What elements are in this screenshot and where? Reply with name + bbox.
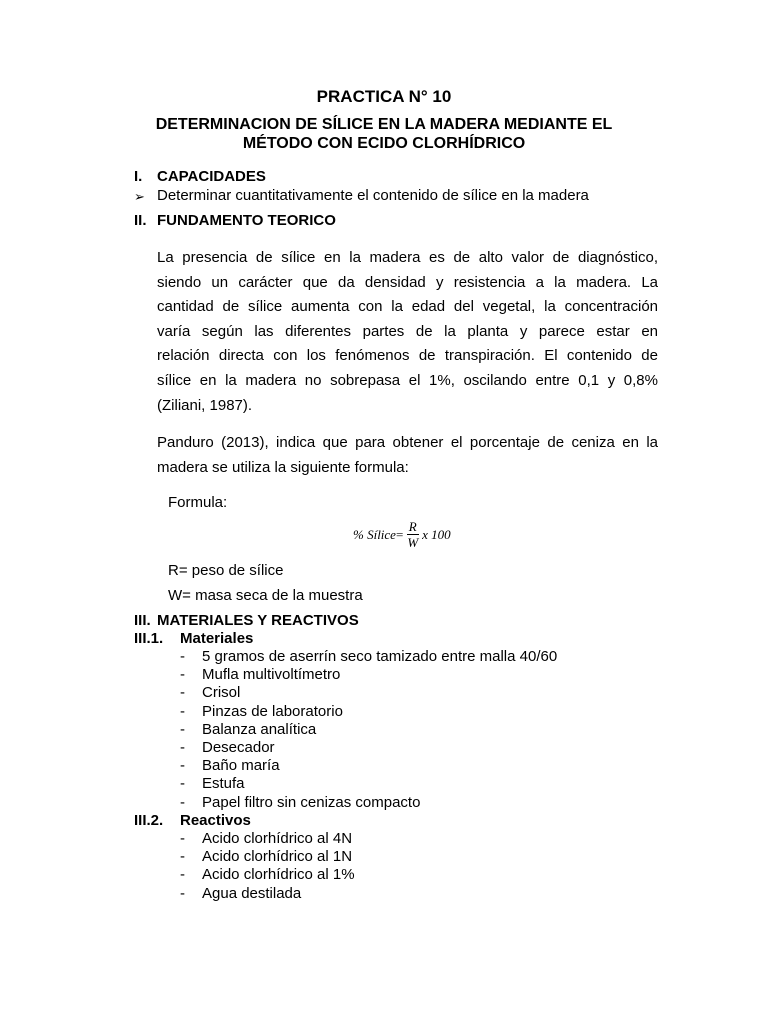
dash-bullet: - <box>180 866 185 884</box>
list-item: Crisol <box>202 684 241 702</box>
list-item: Acido clorhídrico al 1N <box>202 848 353 866</box>
dash-bullet: - <box>180 757 185 775</box>
list-item: Papel filtro sin cenizas compacto <box>202 793 421 811</box>
list-item: 5 gramos de aserrín seco tamizado entre malla 40/60 <box>202 648 558 665</box>
dash-bullet: - <box>180 720 185 738</box>
dash-bullet: - <box>180 648 185 665</box>
dash-bullet: - <box>180 684 185 702</box>
definition-r: R= peso de sílice <box>168 562 284 579</box>
section-1-number: I. <box>134 168 143 185</box>
definition-w: W= masa seca de la muestra <box>168 587 363 604</box>
dash-bullet: - <box>180 884 185 902</box>
formula-denominator: W <box>407 535 419 550</box>
dash-bullet: - <box>180 775 185 793</box>
subsection-2-heading: Reactivos <box>180 812 251 829</box>
dash-bullet: - <box>180 848 185 866</box>
capacity-item: Determinar cuantitativamente el contenido de sílice en la madera <box>157 187 589 204</box>
formula-lhs: % Sílice <box>353 526 396 542</box>
dash-bullet: - <box>180 739 185 756</box>
list-item: Pinzas de laboratorio <box>202 702 343 720</box>
page-subtitle-line-1: DETERMINACION DE SÍLICE EN LA MADERA MEDIANTE EL <box>155 116 613 133</box>
formula-label: Formula: <box>168 494 228 511</box>
subsection-2-number: III.2. <box>134 812 164 829</box>
section-1-heading: CAPACIDADES <box>157 168 266 185</box>
subsection-1-heading: Materiales <box>180 630 254 647</box>
list-item: Acido clorhídrico al 4N <box>202 830 353 847</box>
formula-rhs: x 100 <box>422 526 451 542</box>
list-item: Desecador <box>202 739 275 756</box>
list-item: Agua destilada <box>202 884 302 902</box>
list-item: Baño maría <box>202 757 280 775</box>
formula-equals: = <box>395 526 404 542</box>
dash-bullet: - <box>180 702 185 720</box>
list-item: Balanza analítica <box>202 720 317 738</box>
paragraph-line: siendo un carácter que da densidad y resistencia a la madera. La <box>157 273 658 291</box>
paragraph-line: Panduro (2013), indica que para obtener el porcentaje de ceniza en la <box>157 434 658 451</box>
section-3-number: III. <box>134 612 151 629</box>
subsection-1-number: III.1. <box>134 630 164 647</box>
list-item: Acido clorhídrico al 1% <box>202 866 355 884</box>
paragraph-line: sílice en la madera no sobrepasa el 1%, oscilando entre 0,1 y 0,8% <box>157 371 658 389</box>
paragraph-line: La presencia de sílice en la madera es de alto valor de diagnóstico, <box>157 249 658 266</box>
silice-formula <box>353 519 451 550</box>
formula-fraction <box>405 519 420 550</box>
list-item: Estufa <box>202 775 245 793</box>
dash-bullet: - <box>180 830 185 847</box>
section-2-heading: FUNDAMENTO TEORICO <box>157 212 336 229</box>
paragraph-line: relación directa con los fenómenos de transpiración. El contenido de <box>157 347 658 365</box>
dash-bullet: - <box>180 666 185 684</box>
dash-bullet: - <box>180 793 185 811</box>
paragraph-line: varía según las diferentes partes de la planta y parece estar en <box>157 322 658 340</box>
list-item: Mufla multivoltímetro <box>202 666 341 684</box>
paragraph-line: (Ziliani, 1987). <box>157 396 253 414</box>
page-title: PRACTICA N° 10 <box>316 87 452 106</box>
paragraph-fundamento <box>157 246 658 418</box>
arrow-bullet-icon: ➢ <box>134 189 145 204</box>
page-subtitle-line-2: MÉTODO CON ECIDO CLORHÍDRICO <box>242 135 526 152</box>
section-3-heading: MATERIALES Y REACTIVOS <box>157 612 359 629</box>
formula-numerator: R <box>408 519 417 534</box>
paragraph-panduro <box>157 431 658 480</box>
paragraph-line: cantidad de sílice aumenta con la edad del vegetal, la concentración <box>157 298 658 316</box>
paragraph-line: madera se utiliza la siguiente formula: <box>157 458 409 476</box>
section-2-number: II. <box>134 212 147 229</box>
